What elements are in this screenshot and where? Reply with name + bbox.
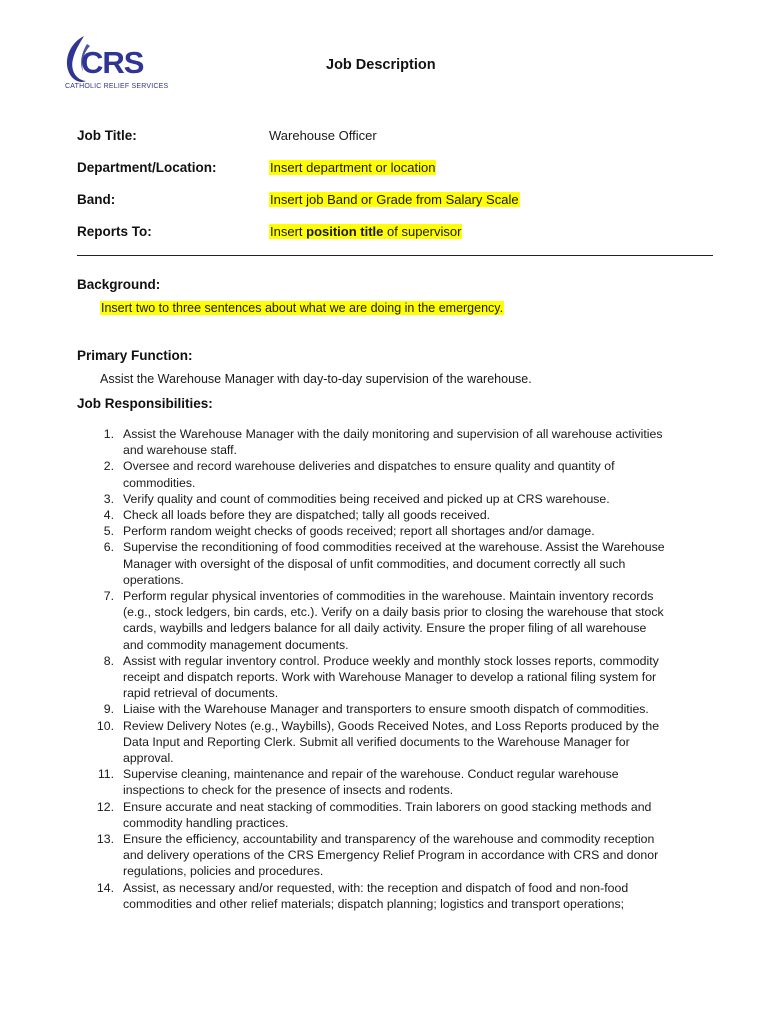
list-item-line: rapid retrieval of documents. xyxy=(123,686,279,701)
list-item-number: 11. xyxy=(97,767,114,782)
reports-to-label: Reports To: xyxy=(77,224,152,239)
primary-function-heading: Primary Function: xyxy=(77,348,193,363)
list-item-line: approval. xyxy=(123,751,174,766)
list-item-line: and warehouse staff. xyxy=(123,443,237,458)
list-item-number: 2. xyxy=(103,459,114,474)
list-item-line: Ensure accurate and neat stacking of commodities. Train laborers on good stacking methods and xyxy=(123,799,652,814)
list-item xyxy=(77,653,717,702)
responsibilities-list xyxy=(77,426,717,912)
list-item-line: Assist, as necessary and/or requested, with: the reception and dispatch of food and non-food xyxy=(123,880,629,895)
list-item xyxy=(77,523,717,539)
list-item-line: Perform regular physical inventories of commodities in the warehouse. Maintain inventory records xyxy=(123,589,654,604)
list-item-line: Supervise cleaning, maintenance and repair of the warehouse. Conduct regular warehouse xyxy=(123,767,619,782)
list-item-number: 7. xyxy=(103,589,114,604)
list-item-number: 14. xyxy=(96,880,114,895)
band-highlight: Insert job Band or Grade from Salary Scale xyxy=(270,192,519,207)
document-title: Job Description xyxy=(326,57,436,73)
list-item-line: operations. xyxy=(123,572,184,587)
crs-logo xyxy=(62,34,169,96)
list-item xyxy=(77,491,717,507)
list-item-line: Supervise the reconditioning of food commodities received at the warehouse. Assist the Warehouse xyxy=(123,540,665,555)
list-item-line: commodity handling practices. xyxy=(123,815,289,830)
list-item xyxy=(77,458,717,490)
reports-to-value xyxy=(269,224,462,239)
list-item-number: 12. xyxy=(96,799,114,814)
list-item xyxy=(77,426,717,458)
section-divider xyxy=(77,255,713,256)
list-item xyxy=(77,701,717,717)
responsibilities-heading: Job Responsibilities: xyxy=(77,396,213,411)
list-item-line: Data Input and Reporting Clerk. Submit all verified documents to the Warehouse Manager for xyxy=(123,734,630,749)
list-item-line: commodities and other relief materials; dispatch planning; logistics and transport operations; xyxy=(123,896,625,911)
list-item-line: cards, waybills and ledgers balance for all daily activity. Ensure the proper filing of all warehouse xyxy=(123,621,647,636)
band-label: Band: xyxy=(77,192,116,207)
list-item xyxy=(77,880,717,912)
list-item-line: Assist with regular inventory control. Produce weekly and monthly stock losses reports, commodity xyxy=(123,653,659,668)
reports-prefix: Insert xyxy=(270,224,307,239)
logo-subtitle: CATHOLIC RELIEF SERVICES xyxy=(65,83,169,90)
list-item-number: 3. xyxy=(103,491,114,506)
list-item-line: Check all loads before they are dispatched; tally all goods received. xyxy=(123,508,491,523)
list-item-line: commodities. xyxy=(123,475,196,490)
list-item-line: Liaise with the Warehouse Manager and transporters to ensure smooth dispatch of commodities. xyxy=(123,702,649,717)
list-item xyxy=(77,539,717,588)
background-heading: Background: xyxy=(77,277,161,292)
list-item xyxy=(77,831,717,880)
background-highlight: Insert two to three sentences about what we are doing in the emergency. xyxy=(101,301,504,315)
list-item xyxy=(77,799,717,831)
list-item-number: 1. xyxy=(103,427,114,441)
list-item-line: and commodity management documents. xyxy=(123,637,349,652)
list-item-line: (e.g., stock ledgers, bin cards, etc.). Verify on a daily basis prior to closing the warehouse that stock xyxy=(123,605,664,620)
list-item xyxy=(77,766,717,798)
list-item-line: Verify quality and count of commodities being received and picked up at CRS warehouse. xyxy=(123,491,610,506)
list-item-number: 9. xyxy=(103,702,114,717)
list-item-line: Assist the Warehouse Manager with the daily monitoring and supervision of all warehouse activities xyxy=(123,427,663,441)
logo-text: CRS xyxy=(81,45,144,80)
list-item-line: Review Delivery Notes (e.g., Waybills), Goods Received Notes, and Loss Reports produced by the xyxy=(123,718,660,733)
reports-bold: position title xyxy=(306,224,384,239)
list-item-line: receipt and dispatch reports. Work with Warehouse Manager to develop a rational filing system for xyxy=(123,670,657,685)
reports-to-highlight xyxy=(269,224,462,239)
list-item-line: inspections to check for the presence of insects and rodents. xyxy=(123,783,454,798)
list-item-line: Perform random weight checks of goods received; report all shortages and/or damage. xyxy=(123,524,595,539)
job-title-label: Job Title: xyxy=(77,128,137,143)
primary-function-text: Assist the Warehouse Manager with day-to-day supervision of the warehouse. xyxy=(100,372,532,386)
list-item-line: Manager with oversight of the disposal of unfit commodities, and document correctly all such xyxy=(123,556,626,571)
list-item xyxy=(77,718,717,767)
department-highlight: Insert department or location xyxy=(270,160,436,175)
list-item-number: 8. xyxy=(103,653,114,668)
list-item xyxy=(77,507,717,523)
list-item-line: and delivery operations of the CRS Emergency Relief Program in accordance with CRS and donor xyxy=(123,848,659,863)
list-item-line: Ensure the efficiency, accountability and transparency of the warehouse and commodity reception xyxy=(123,832,655,847)
job-title-value: Warehouse Officer xyxy=(269,128,377,143)
list-item-line: Oversee and record warehouse deliveries and dispatches to ensure quality and quantity of xyxy=(123,459,615,474)
list-item-number: 4. xyxy=(103,508,114,523)
list-item-number: 5. xyxy=(103,524,114,539)
band-value xyxy=(269,192,520,207)
list-item-number: 10. xyxy=(96,718,114,733)
list-item-number: 6. xyxy=(103,540,114,555)
background-text xyxy=(100,301,504,315)
list-item-number: 13. xyxy=(96,832,114,847)
department-value xyxy=(269,160,436,175)
department-label: Department/Location: xyxy=(77,160,217,175)
reports-suffix: of supervisor xyxy=(383,224,462,239)
list-item-line: regulations, policies and procedures. xyxy=(123,864,324,879)
list-item xyxy=(77,588,717,653)
